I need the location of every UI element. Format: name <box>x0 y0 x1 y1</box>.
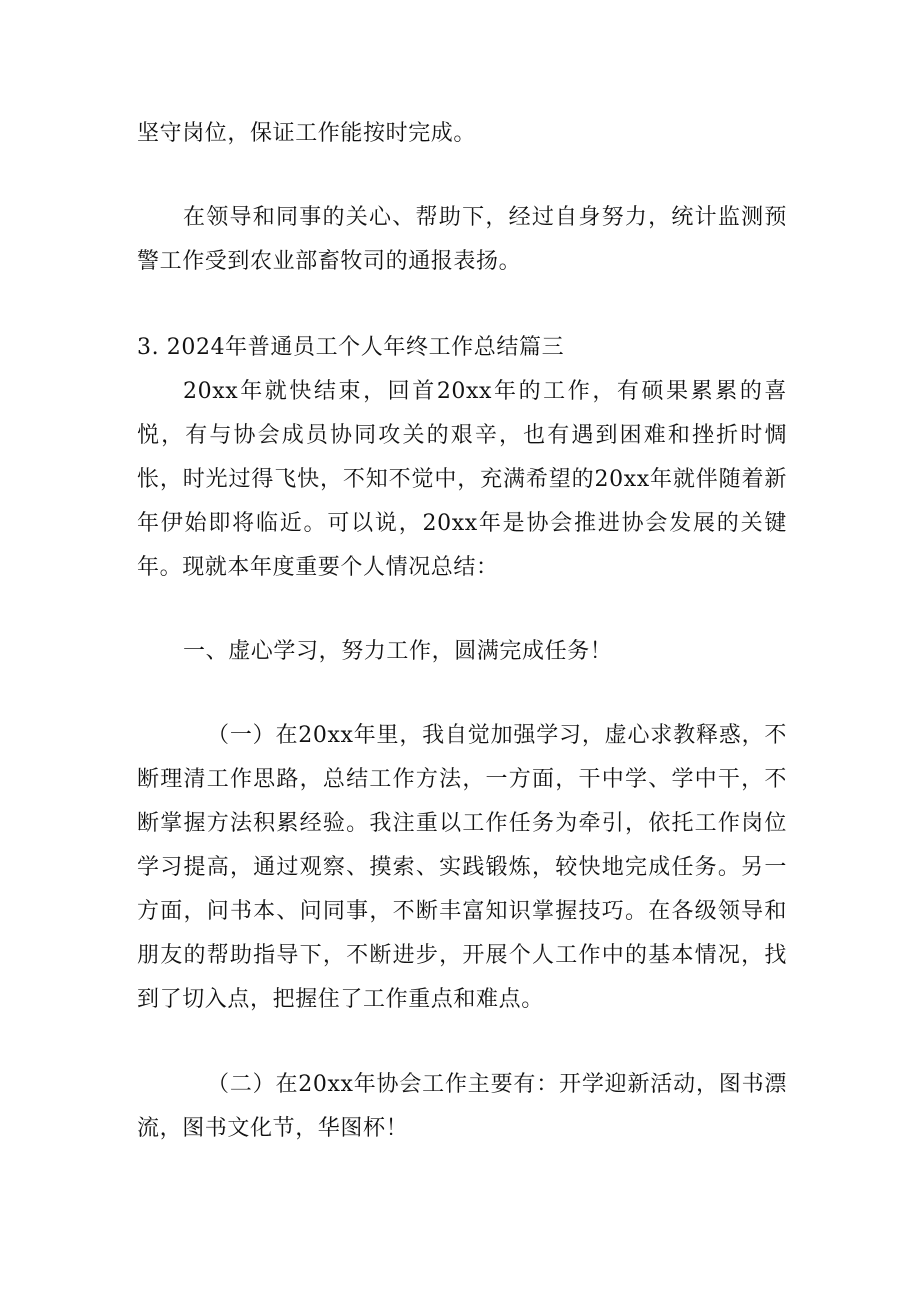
paragraph-commendation: 在领导和同事的关心、帮助下，经过自身努力，统计监测预警工作受到农业部畜牧司的通报表扬。 <box>137 205 787 274</box>
paragraph-intro: 20xx年就快结束，回首20xx年的工作，有硕果累累的喜悦，有与协会成员协同攻关的艰辛，也有遇到困难和挫折时惆怅，时光过得飞快，不知不觉中，充满希望的20xx年就伴随着新年伊始即将临近。可以说，20xx年是协会推进协会发展的关键年。现就本年度重要个人情况总结： <box>137 379 787 580</box>
paragraph-item-two: （二）在20xx年协会工作主要有：开学迎新活动，图书漂流，图书文化节，华图杯！ <box>137 1072 787 1141</box>
subheading-one: 一、虚心学习，努力工作，圆满完成任务！ <box>183 639 613 664</box>
paragraph-continuation: 坚守岗位，保证工作能按时完成。 <box>137 121 477 146</box>
section-heading: 3. 2024年普通员工个人年终工作总结篇三 <box>137 335 565 360</box>
paragraph-item-one: （一）在20xx年里，我自觉加强学习，虚心求教释惑，不断理清工作思路，总结工作方法，一方面，干中学、学中干，不断掌握方法积累经验。我注重以工作任务为牵引，依托工作岗位学习提高，通过观察、摸索、实践锻炼，较快地完成任务。另一方面，问书本、问同事，不断丰富知识掌握技巧。在各级领导和朋友的帮助指导下，不断进步，开展个人工作中的基本情况，找到了切入点，把握住了工作重点和难点。 <box>137 723 787 1012</box>
